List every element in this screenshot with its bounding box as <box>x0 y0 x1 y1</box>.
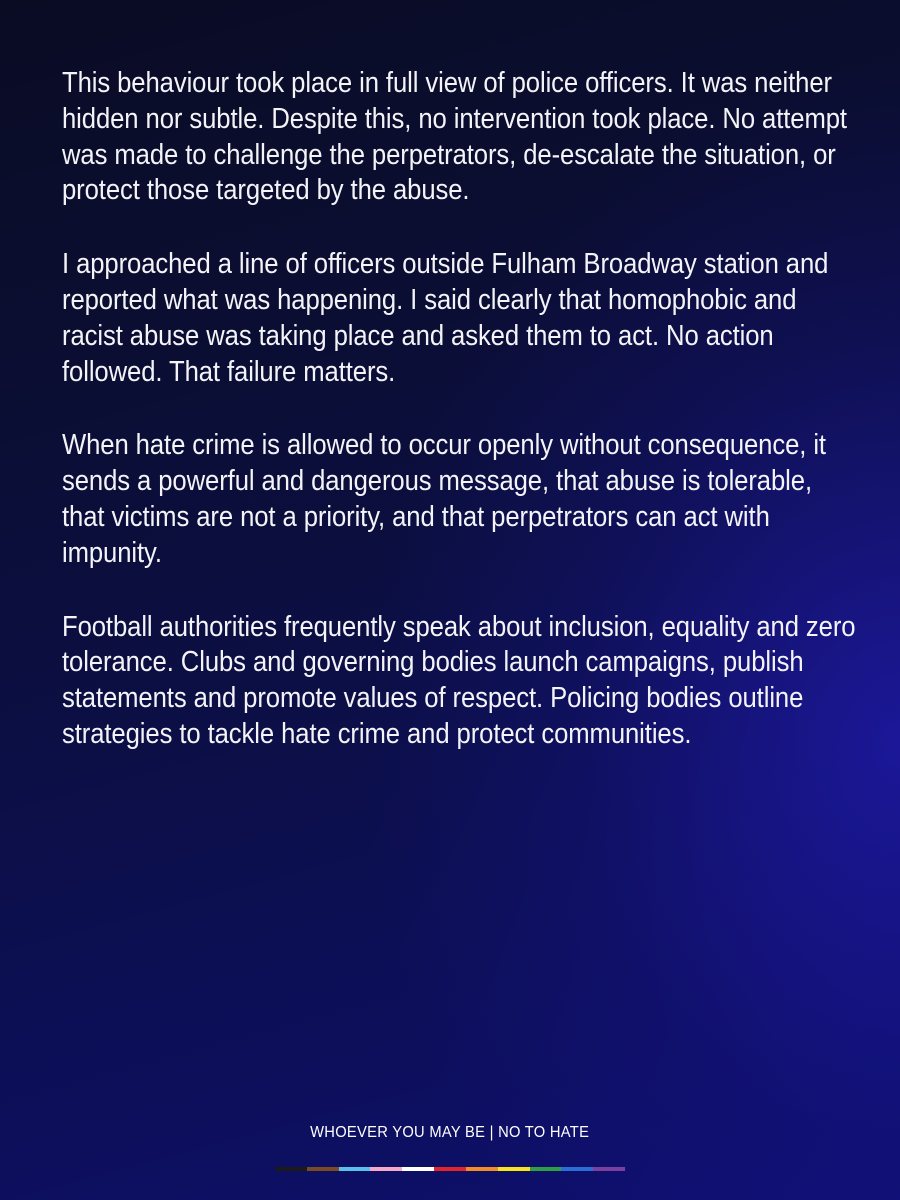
paragraph-2: I approached a line of officers outside Fulham Broadway station and reported what was happening. I said clearly that homophobic and racist abuse was taking place and asked them to act. No action followed. That failure matters. <box>62 248 829 388</box>
flag-stripe-blue <box>561 1167 593 1171</box>
paragraph-4: Football authorities frequently speak about inclusion, equality and zero tolerance. Clubs and governing bodies launch campaigns, publish statements and promote values of respect. Policing bodies outline strategies to tackle hate crime and protect communities. <box>62 610 856 750</box>
footer-tagline: WHOEVER YOU MAY BE | NO TO HATE <box>310 1124 590 1141</box>
flag-stripe-pink <box>370 1167 402 1171</box>
statement-body <box>62 66 862 791</box>
flag-stripe-purple <box>593 1167 625 1171</box>
flag-stripe-black <box>275 1167 307 1171</box>
paragraph-1: This behaviour took place in full view of police officers. It was neither hidden nor subtle. Despite this, no intervention took place. No attempt was made to challenge the perpetrators, de-escalate the situation, or protect those targeted by the abuse. <box>62 67 847 207</box>
footer <box>0 1124 900 1142</box>
flag-stripe-white <box>402 1167 434 1171</box>
flag-stripe-brown <box>307 1167 339 1171</box>
paragraph-3: When hate crime is allowed to occur openly without consequence, it sends a powerful and dangerous message, that abuse is tolerable, that victims are not a priority, and that perpetrators can act with impunity. <box>62 429 826 569</box>
flag-stripe-light-blue <box>339 1167 371 1171</box>
flag-stripe-orange <box>466 1167 498 1171</box>
flag-stripe-yellow <box>498 1167 530 1171</box>
flag-stripe-red <box>434 1167 466 1171</box>
flag-stripe-green <box>530 1167 562 1171</box>
pride-flag-bar <box>275 1167 625 1171</box>
